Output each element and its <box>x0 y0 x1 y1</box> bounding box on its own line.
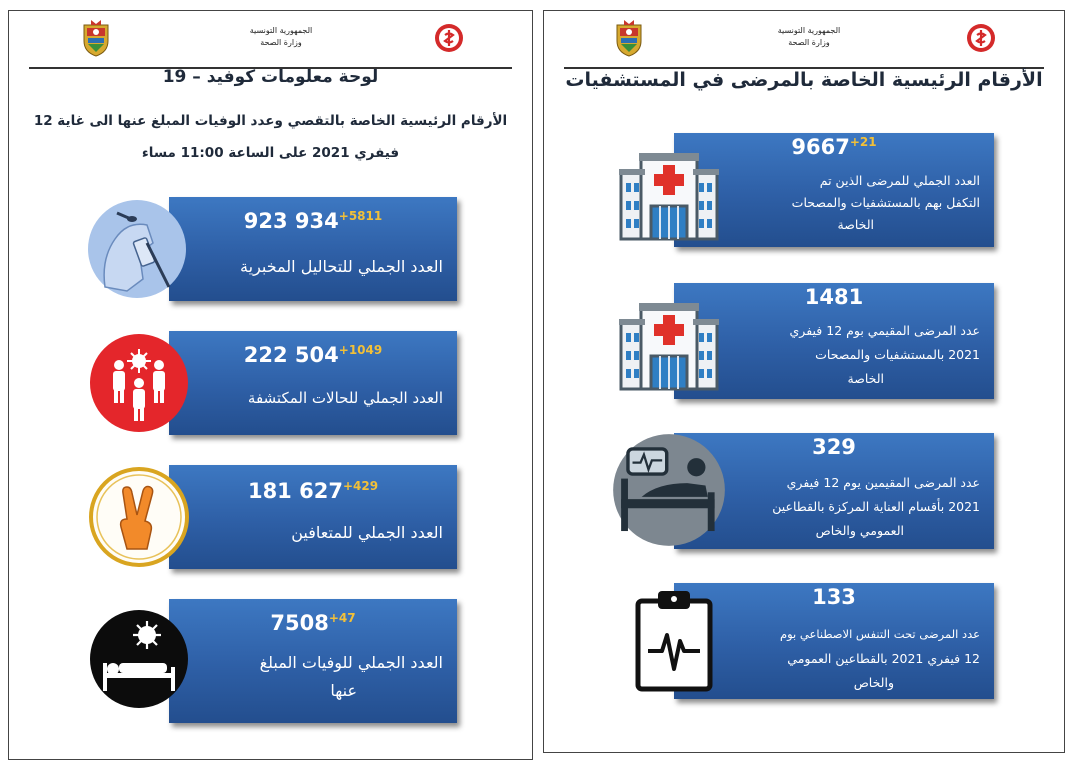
stat-value: 329 <box>812 435 856 459</box>
stat-label-line-1: عدد المرضى المقيمين يوم 12 فيفري <box>786 475 980 490</box>
stat-card-lab-tests <box>169 197 457 301</box>
ministry-logo-icon <box>434 23 464 53</box>
stat-value: 133 <box>812 585 856 609</box>
tunisia-emblem-icon <box>81 19 111 57</box>
republic-name: الجمهورية التونسية <box>249 26 313 35</box>
hospital-building-icon <box>619 151 719 241</box>
subtitle-line-1: الأرقام الرئيسية الخاصة بالتقصي وعدد الوفيات المبلغ عنها الى غاية 12 <box>33 113 508 129</box>
right-hospital-panel <box>543 10 1065 753</box>
left-dashboard-panel <box>8 10 533 760</box>
stat-value: 181 $627^{+429}$ <box>247 479 379 503</box>
victory-hand-icon <box>89 467 189 567</box>
stat-increase: +1049 <box>338 343 383 357</box>
header-text <box>709 25 909 49</box>
stat-label-line-1: عدد المرضى المقيمي بوم 12 فيفري <box>789 323 980 338</box>
page-title: الأرقام الرئيسية الخاصة بالمرضى في المستشفيات <box>565 69 1043 91</box>
stat-card-recovered <box>169 465 457 569</box>
republic-name: الجمهورية التونسية <box>777 26 841 35</box>
hospital-building-icon <box>619 301 719 391</box>
stat-card-hospital-total <box>674 133 994 247</box>
stat-label-line-3: الخاصة <box>847 371 884 386</box>
stat-card-detected-cases <box>169 331 457 435</box>
stat-value: 1481 <box>804 285 864 309</box>
stat-label: العدد الجملي للمتعافين <box>291 523 443 542</box>
header-text <box>181 25 381 49</box>
stat-increase: +429 <box>342 479 379 493</box>
stat-value: 923 $934^{+5811}$ <box>243 209 383 233</box>
stat-label-line-2: التكفل بهم بالمستشفيات والمصحات <box>791 195 980 210</box>
page-title: لوحة معلومات كوفيد – 19 <box>162 67 379 87</box>
ministry-name: وزارة الصحة <box>260 38 302 47</box>
stat-label-line-1: العدد الجملي للمرضى الذين تم <box>819 173 980 188</box>
stat-label: العدد الجملي للتحاليل المخبرية <box>240 257 443 276</box>
stat-label-line-2: 2021 بالمستشفيات والمصحات <box>815 347 980 362</box>
stat-increase: +21 <box>849 135 877 149</box>
stat-label-line-1: عدد المرضى تحت التنفس الاصطناعي بوم <box>779 627 980 641</box>
stat-value: $9667^{+21}$ <box>791 135 877 159</box>
stat-label-line-3: العمومي والخاص <box>815 523 904 538</box>
ministry-logo-icon <box>966 23 996 53</box>
page-header <box>29 11 512 69</box>
detected-cases-icon <box>89 333 189 433</box>
stat-increase: +47 <box>328 611 356 625</box>
stat-card-deaths <box>169 599 457 723</box>
stat-label-line-3: الخاصة <box>837 217 874 232</box>
lab-test-swab-icon <box>87 199 187 299</box>
page-header <box>564 11 1044 69</box>
stat-label-line-2: 2021 بأقسام العناية المركزة بالقطاعين <box>772 499 980 514</box>
stat-card-ventilated <box>674 583 994 699</box>
patient-bed-virus-icon <box>89 609 189 709</box>
stat-value: $7508^{+47}$ <box>270 611 356 635</box>
stat-value: 222 $504^{+1049}$ <box>243 343 383 367</box>
stat-label-line-2: 12 فيفري 2021 بالقطاعين العمومي <box>787 651 980 666</box>
subtitle-line-2: فيفري 2021 على الساعة 11:00 مساء <box>141 145 400 161</box>
clipboard-ecg-icon <box>634 589 714 693</box>
icu-bed-monitor-icon <box>612 433 726 547</box>
ministry-name: وزارة الصحة <box>788 38 830 47</box>
stat-card-hospitalized <box>674 283 994 399</box>
stat-label: العدد الجملي للحالات المكتشفة <box>247 389 443 407</box>
tunisia-emblem-icon <box>614 19 644 57</box>
stat-increase: +5811 <box>338 209 383 223</box>
stat-label-line-2: عنها <box>330 681 357 700</box>
stat-label-line-1: العدد الجملي للوفيات المبلغ <box>259 653 443 672</box>
stat-label-line-3: والخاص <box>853 675 894 690</box>
